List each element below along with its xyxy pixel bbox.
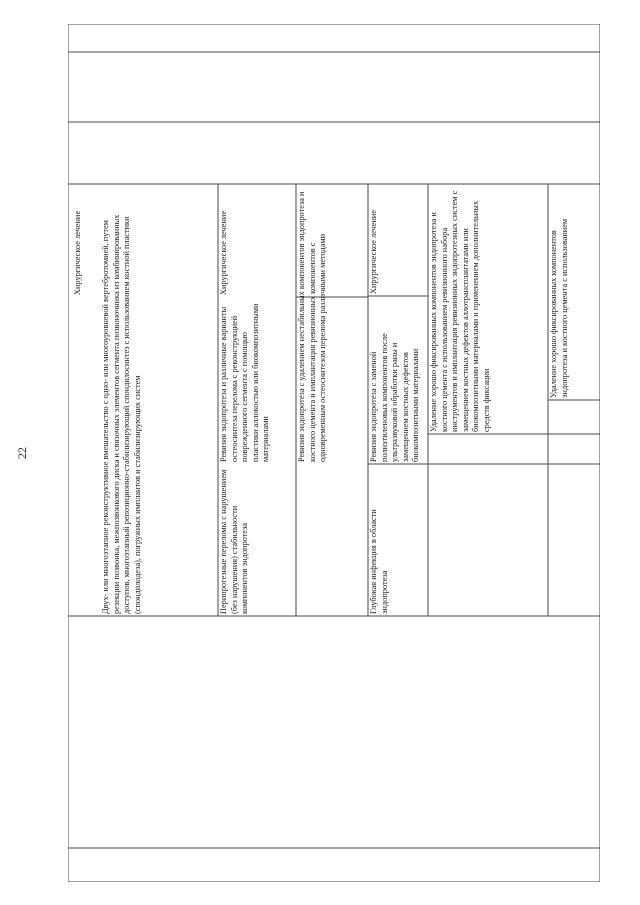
- row-1-treatment-type: [72, 184, 100, 297]
- condition-text: Перипротезные переломы с нарушением (без нарушения) стабильности компонентов эндопротеза: [219, 469, 250, 614]
- row-3-condition: [368, 464, 428, 616]
- row-2-condition: [218, 464, 296, 616]
- method-text: Ревизия эндопротеза и различные варианты остеосинтеза перелома с реконструкцией поврежденного сегмента с помощью пластики аллокостью или биокомпозитными материалами: [219, 303, 271, 462]
- row-3-treatment-type: [368, 184, 400, 296]
- row-1-method-1: [100, 184, 218, 616]
- method-text: Двух- или многоэтапное реконструктивное вмешательство с одно- или многоуровневой вертебротомией, путем резекции позвонка, межпозвонкового диска и связочных элементов сегмента позвоночника из комбинированных доступов, многоэтапный репозиционно-стабилизирующий спондилосинтез с использованием костной пластики (спондилодеза), погружных имплантов и стабилизирующих систем: [101, 214, 142, 614]
- treatment-type-text: Хирургическое лечение: [369, 209, 378, 294]
- row-3-method-1: [368, 296, 428, 464]
- treatment-table: [68, 24, 600, 882]
- row-3-method-3: [548, 184, 600, 400]
- treatment-type-text: Хирургическое лечение: [73, 210, 82, 295]
- method-text: Удаление хорошо фиксированных компонентов эндопротеза и костного цемента с использованием ревизионного набора инструментов и имплантация ревизионных эндопротезных систем с замещением костных дефектов аллотрансплантатами или биокомпозитными материалами и применением дополнительных средств фиксации: [429, 190, 491, 432]
- row-2-treatment-type: [218, 184, 246, 297]
- method-text: Ревизия эндопротеза с удалением нестабильных компонентов эндопротеза и костного цемента и имплантация ревизионных компонентов с одновременным остеосинтезом перелома различными методами: [297, 191, 328, 462]
- condition-text: Глубокая инфекция в области эндопротеза: [369, 509, 389, 614]
- row-3-method-2: [428, 184, 548, 434]
- treatment-type-text: Хирургическое лечение: [219, 210, 228, 295]
- method-text: Ревизия эндопротеза с заменой полиэтиленовых компонентов после ультразвуковой обработки раны и замещением костных дефектов биокомпозитными материалами: [369, 333, 421, 462]
- page-number: 22: [15, 447, 29, 459]
- row-2-method-2: [296, 184, 368, 464]
- row-2-method-1: [218, 297, 296, 464]
- method-text: Удаление хорошо фиксированных компонентов эндопротеза и костного цемента с использованием: [549, 218, 569, 398]
